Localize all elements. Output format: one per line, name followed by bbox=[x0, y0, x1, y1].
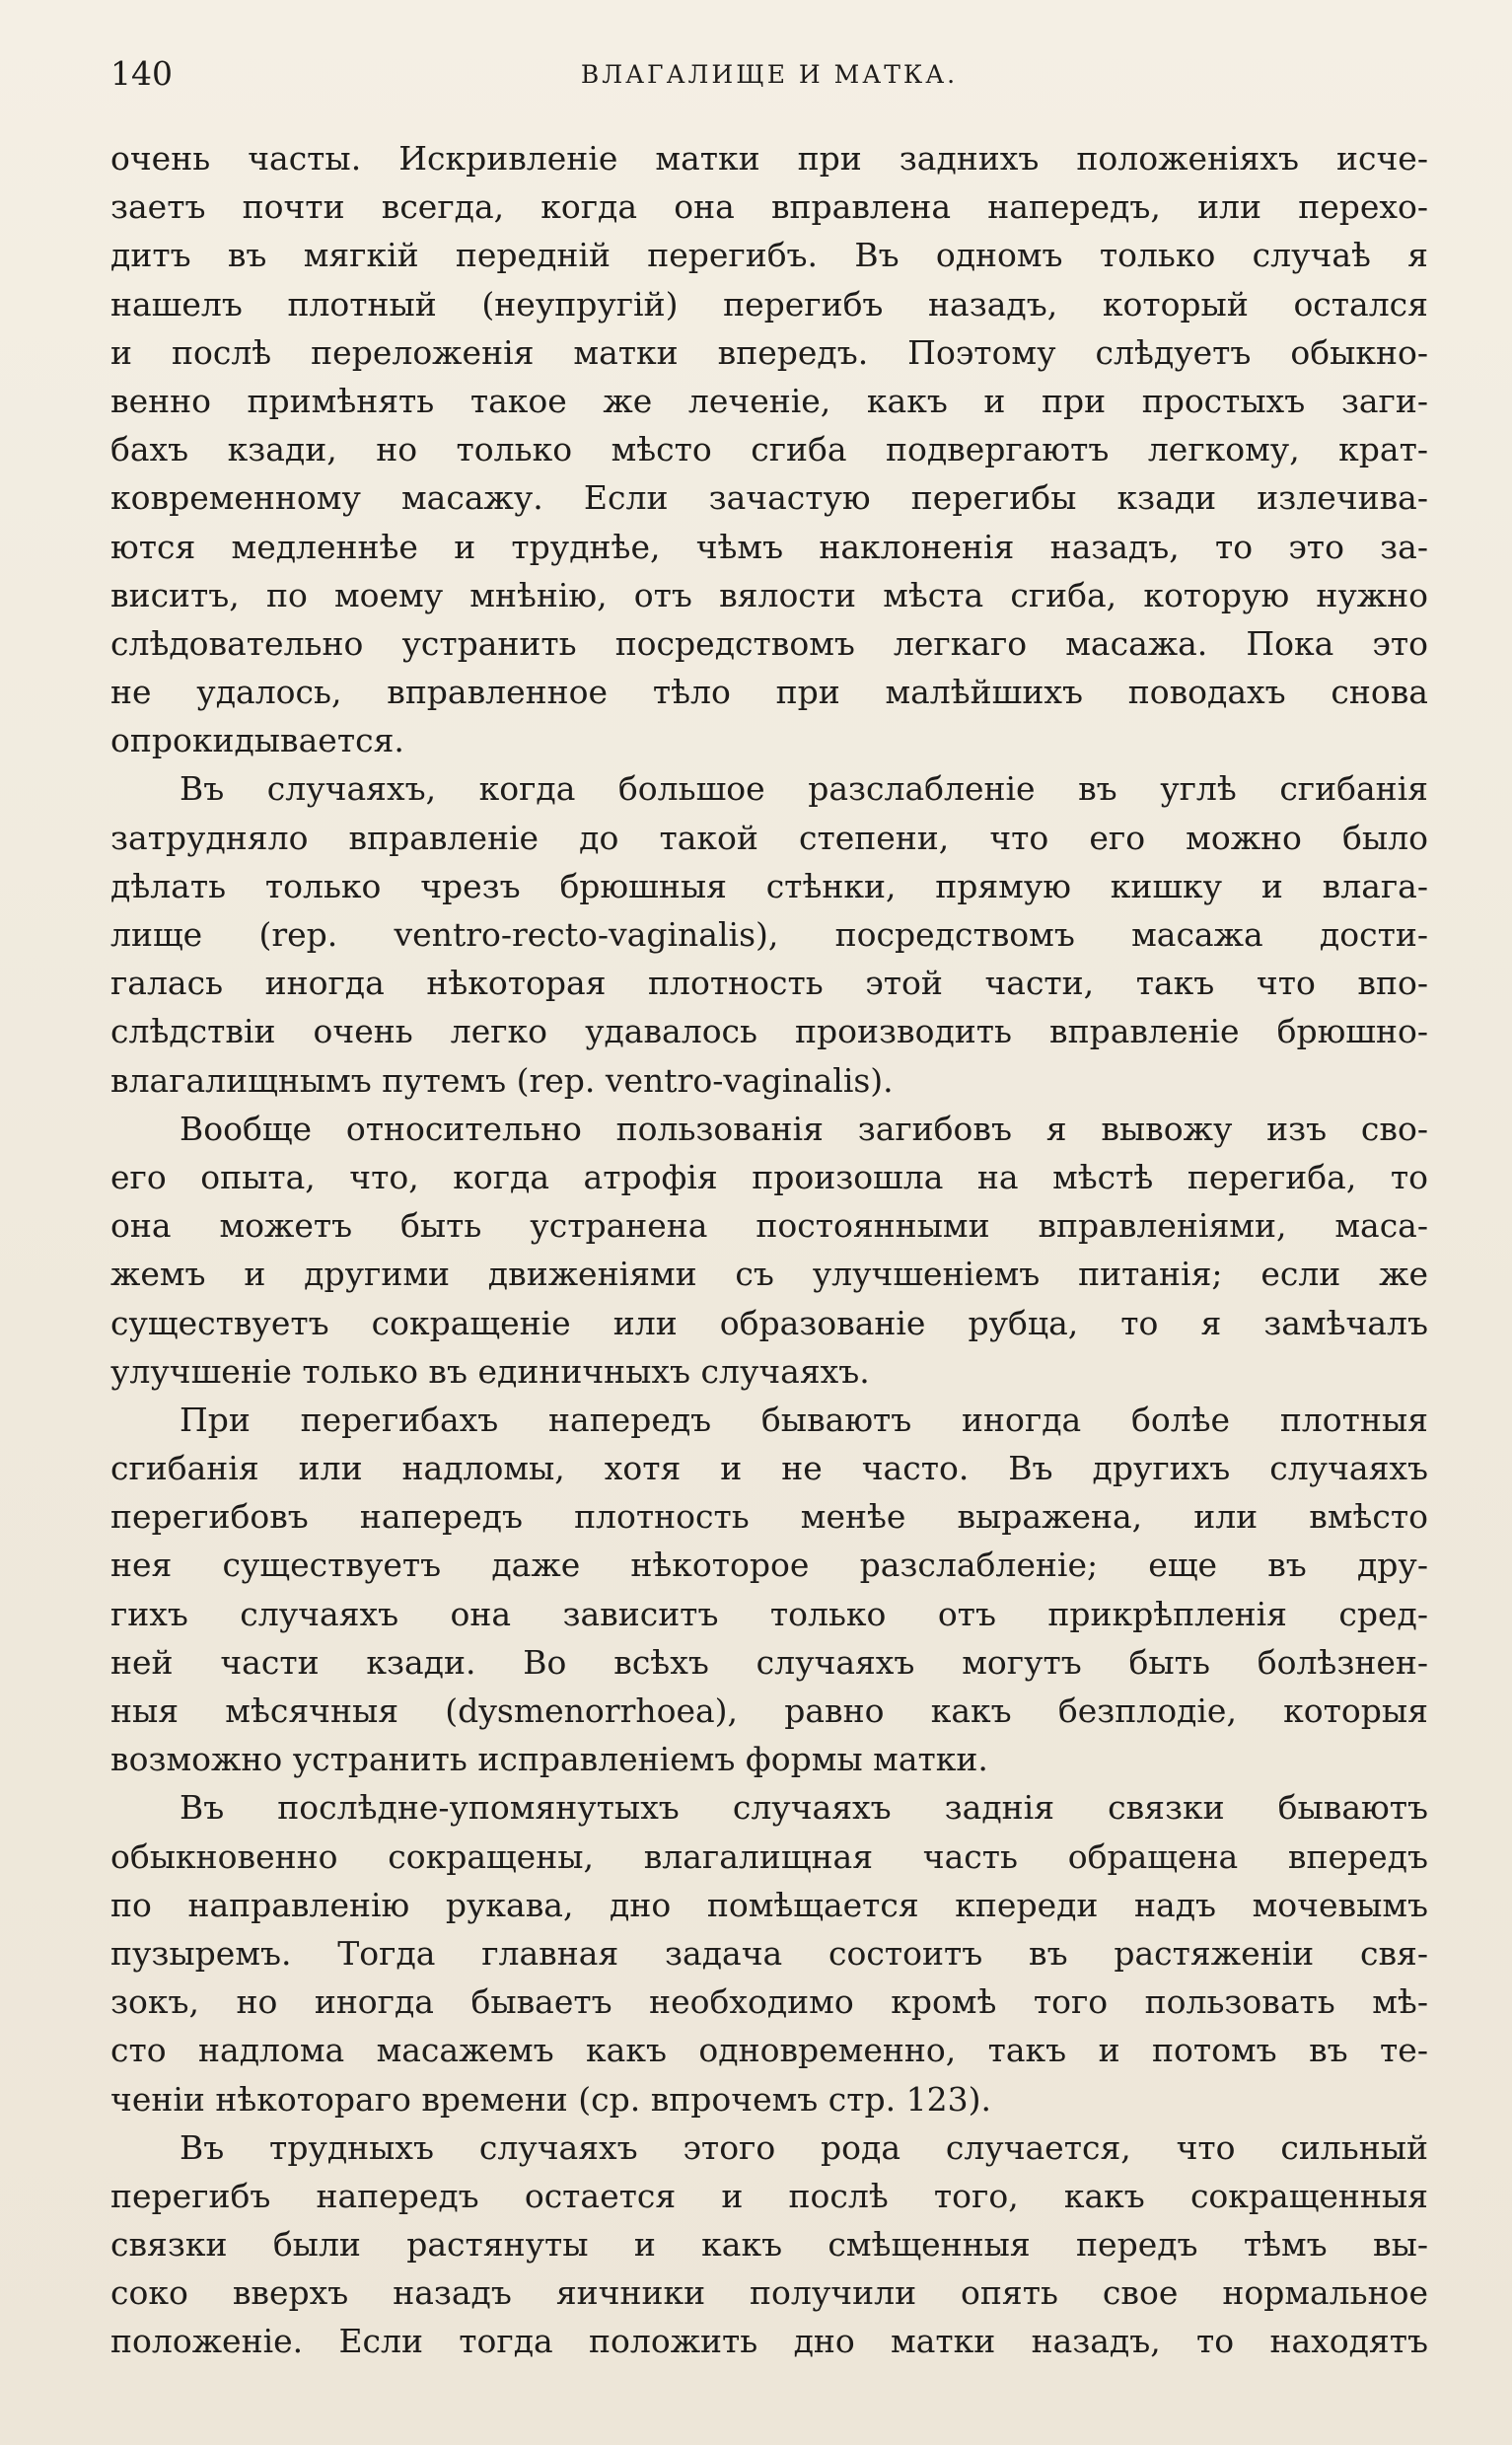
text-line: нашелъ плотный (неупругій) перегибъ назадъ, который остался bbox=[110, 284, 1428, 324]
text-line: очень часты. Искривленіе матки при заднихъ положеніяхъ исче- bbox=[110, 139, 1428, 178]
text-line: ней части кзади. Во всѣхъ случаяхъ могутъ быть болѣзнен- bbox=[110, 1642, 1428, 1682]
text-line: ются медленнѣе и труднѣе, чѣмъ наклоненія назадъ, то это за- bbox=[110, 527, 1428, 566]
text-line: слѣдствіи очень легко удавалось производить вправленіе брюшно- bbox=[110, 1012, 1428, 1051]
paragraph bbox=[110, 764, 1428, 1104]
text-line: нея существуетъ даже нѣкоторое разслабленіе; еще въ дру- bbox=[110, 1546, 1428, 1585]
text-line: улучшеніе только въ единичныхъ случаяхъ. bbox=[110, 1351, 870, 1391]
text-line: и послѣ переложенія матки впередъ. Поэтому слѣдуетъ обыкно- bbox=[110, 332, 1428, 372]
paragraph bbox=[110, 1105, 1428, 1396]
body-text bbox=[110, 134, 1428, 2366]
text-line: лище (rep. ventro-recto-vaginalis), посредствомъ масажа дости- bbox=[110, 915, 1428, 954]
text-line: Въ случаяхъ, когда большое разслабленіе въ углѣ сгибанія bbox=[180, 769, 1428, 809]
text-line: При перегибахъ напередъ бываютъ иногда болѣе плотныя bbox=[180, 1400, 1428, 1439]
text-line: по направленію рукава, дно помѣщается кпереди надъ мочевымъ bbox=[110, 1885, 1428, 1924]
text-line: сгибанія или надломы, хотя и не часто. Въ другихъ случаяхъ bbox=[110, 1449, 1428, 1488]
text-line: положеніе. Если тогда положить дно матки назадъ, то находятъ bbox=[110, 2322, 1428, 2361]
text-line: существуетъ сокращеніе или образованіе рубца, то я замѣчалъ bbox=[110, 1303, 1428, 1342]
text-line: связки были растянуты и какъ смѣщенныя передъ тѣмъ вы- bbox=[110, 2225, 1428, 2265]
text-line: виситъ, по моему мнѣнію, отъ вялости мѣста сгиба, которую нужно bbox=[110, 575, 1428, 614]
text-line: заетъ почти всегда, когда она вправлена напередъ, или перехо- bbox=[110, 187, 1428, 227]
text-line: бахъ кзади, но только мѣсто сгиба подвергаютъ легкому, крат- bbox=[110, 430, 1428, 469]
text-line: возможно устранить исправленіемъ формы матки. bbox=[110, 1740, 988, 1779]
text-line: Въ послѣдне-упомянутыхъ случаяхъ заднія связки бываютъ bbox=[180, 1788, 1428, 1828]
text-line: галась иногда нѣкоторая плотность этой части, такъ что впо- bbox=[110, 964, 1428, 1003]
text-line: слѣдовательно устранить посредствомъ легкаго масажа. Пока это bbox=[110, 623, 1428, 663]
paragraph bbox=[110, 1783, 1428, 2122]
page-number: 140 bbox=[110, 54, 173, 93]
text-line: опрокидывается. bbox=[110, 721, 404, 760]
text-line: сто надлома масажемъ какъ одновременно, такъ и потомъ въ те- bbox=[110, 2031, 1428, 2070]
text-line: соко вверхъ назадъ яичники получили опять свое нормальное bbox=[110, 2273, 1428, 2313]
text-line: зокъ, но иногда бываетъ необходимо кромѣ того пользовать мѣ- bbox=[110, 1982, 1428, 2022]
text-line: ковременному масажу. Если зачастую перегибы кзади излечива- bbox=[110, 478, 1428, 518]
running-head bbox=[110, 54, 1428, 104]
text-line: жемъ и другими движеніями съ улучшеніемъ питанія; если же bbox=[110, 1255, 1428, 1294]
text-line: она можетъ быть устранена постоянными вправленіями, маса- bbox=[110, 1206, 1428, 1246]
text-line: дѣлать только чрезъ брюшныя стѣнки, прямую кишку и влага- bbox=[110, 866, 1428, 905]
text-line: перегибъ напередъ остается и послѣ того, какъ сокращенныя bbox=[110, 2176, 1428, 2215]
text-line: перегибовъ напередъ плотность менѣе выражена, или вмѣсто bbox=[110, 1497, 1428, 1537]
text-line: обыкновенно сокращены, влагалищная часть обращена впередъ bbox=[110, 1836, 1428, 1876]
text-line: затрудняло вправленіе до такой степени, что его можно было bbox=[110, 818, 1428, 857]
paragraph bbox=[110, 2123, 1428, 2366]
text-line: влагалищнымъ путемъ (rep. ventro-vaginalis). bbox=[110, 1060, 894, 1100]
text-line: Въ трудныхъ случаяхъ этого рода случается, что сильный bbox=[180, 2127, 1428, 2167]
text-line: его опыта, что, когда атрофія произошла на мѣстѣ перегиба, то bbox=[110, 1157, 1428, 1196]
text-line: ныя мѣсячныя (dysmenorrhoea), равно какъ безплодіе, которыя bbox=[110, 1691, 1428, 1730]
text-line: гихъ случаяхъ она зависитъ только отъ прикрѣпленія сред- bbox=[110, 1594, 1428, 1633]
text-line: не удалось, вправленное тѣло при малѣйшихъ поводахъ снова bbox=[110, 673, 1428, 712]
paragraph bbox=[110, 1396, 1428, 1784]
text-line: пузыремъ. Тогда главная задача состоитъ въ растяженіи свя- bbox=[110, 1933, 1428, 1973]
text-line: дитъ въ мягкій передній перегибъ. Въ одномъ только случаѣ я bbox=[110, 236, 1428, 275]
text-line: венно примѣнять такое же леченіе, какъ и при простыхъ заги- bbox=[110, 381, 1428, 420]
running-title: ВЛАГАЛИЩЕ И МАТКА. bbox=[580, 60, 959, 89]
text-line: Вообще относительно пользованія загибовъ я вывожу изъ сво- bbox=[180, 1109, 1428, 1148]
paragraph bbox=[110, 134, 1428, 764]
text-line: ченіи нѣкотораго времени (ср. впрочемъ стр. 123). bbox=[110, 2079, 991, 2119]
